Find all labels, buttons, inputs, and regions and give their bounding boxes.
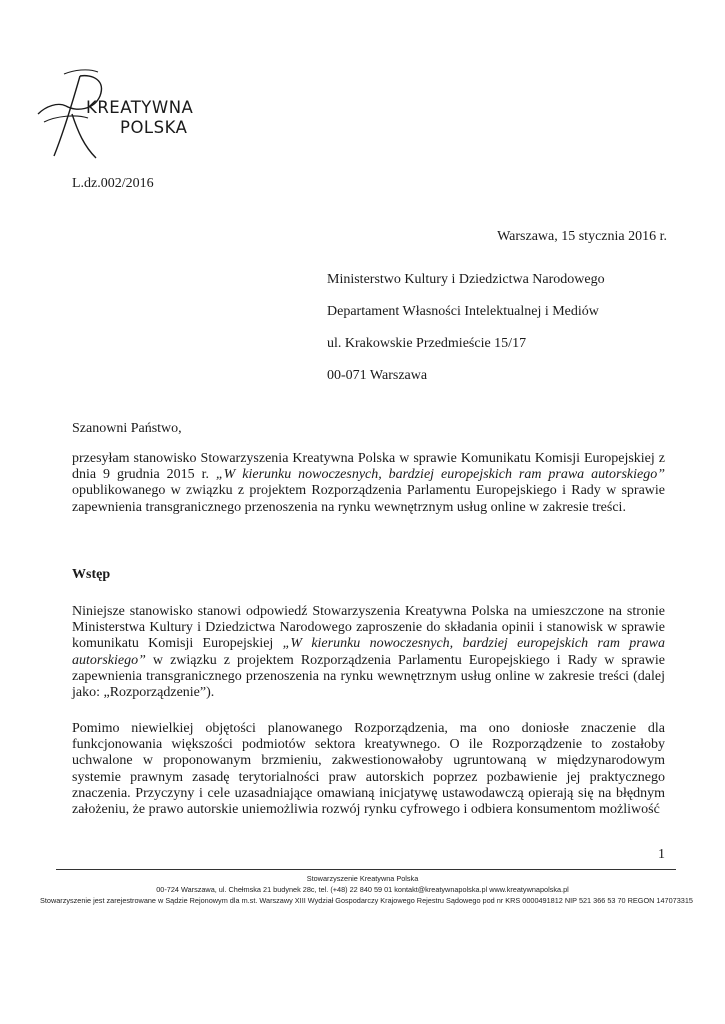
logo-text-line1: KREATYWNA: [86, 98, 194, 117]
recipient-line: Departament Własności Intelektualnej i Mediów: [327, 304, 599, 319]
intro-paragraph: [72, 451, 665, 516]
footer-contact: 00-724 Warszawa, ul. Chełmska 21 budynek 28c, tel. (+48) 22 840 59 01 kontakt@kreatywnapolska.pl www.kreatywnapolska.pl: [156, 885, 569, 894]
kreatywna-polska-logo: [36, 66, 206, 166]
intro-text-end: opublikowanego w związku z projektem Rozporządzenia Parlamentu Europejskiego i Rady w sprawie zapewnienia transgranicznego przenoszenia na rynku wewnętrznym usług online w zakresie treści.: [72, 483, 665, 515]
recipient-line: ul. Krakowskie Przedmieście 15/17: [327, 336, 527, 351]
footer: [40, 873, 693, 906]
para1-text: Niniejsze stanowisko stanowi odpowiedź Stowarzyszenia Kreatywna Polska na umieszczone na stronie Ministerstwa Kultury i Dziedzictwa Narodowego zaproszenie do składania opinii i stanowisk w sprawie komunikatu Komisji Europejskiej: [72, 604, 665, 652]
intro-title-italic: „W kierunku nowoczesnych, bardziej europejskich ram prawa autorskiego”: [215, 467, 665, 483]
section-heading: Wstęp: [72, 567, 111, 582]
intro-text: przesyłam stanowisko Stowarzyszenia Kreatywna Polska w sprawie Komunikatu Komisji Europejskiej z dnia 9 grudnia 2015 r.: [72, 451, 665, 483]
footer-divider: [56, 869, 676, 870]
recipient-line: 00-071 Warszawa: [327, 368, 428, 383]
recipient-line: Ministerstwo Kultury i Dziedzictwa Narodowego: [327, 272, 605, 287]
footer-registration: Stowarzyszenie jest zarejestrowane w Sądzie Rejonowym dla m.st. Warszawy XIII Wydział Gospodarczy Krajowego Rejestru Sądowego pod nr KRS 0000491812 NIP 521 366 53 70 REGON 147073315: [40, 896, 693, 905]
para1-title-italic: „W kierunku nowoczesnych, bardziej europejskich ram prawa autorskiego”: [72, 636, 665, 668]
letter-date: Warszawa, 15 stycznia 2016 r.: [497, 229, 667, 244]
body-paragraph-2: Pomimo niewielkiej objętości planowanego Rozporządzenia, ma ono doniosłe znaczenie dla funkcjonowania większości podmiotów sektora kreatywnego. O ile Rozporządzenie to zostałoby uchwalone w proponowanym brzmieniu, zakwestionowałoby ugruntowaną w międzynarodowym systemie prawnym zasadę terytorialności praw autorskich poprzez pozbawienie jej praktycznego znaczenia. Przyczyny i cele uzasadniające omawianą inicjatywę ustawodawczą opierają się na błędnym założeniu, że prawo autorskie uniemożliwia rozwój rynku cyfrowego i odbiera konsumentom możliwość: [72, 721, 665, 818]
recipient-address: [327, 264, 605, 392]
body-paragraph-1: [72, 604, 665, 701]
footer-org-name: Stowarzyszenie Kreatywna Polska: [306, 874, 419, 883]
page-number: 1: [658, 847, 665, 862]
logo-text-line2: POLSKA: [120, 118, 188, 137]
para1-text-end: w związku z projektem Rozporządzenia Parlamentu Europejskiego i Rady w sprawie zapewnienia transgranicznego przenoszenia na rynku wewnętrznym usług online w zakresie treści (dalej jako: „Rozporządzenie”).: [72, 652, 665, 701]
greeting: Szanowni Państwo,: [72, 421, 182, 436]
reference-number: L.dz.002/2016: [72, 176, 154, 191]
